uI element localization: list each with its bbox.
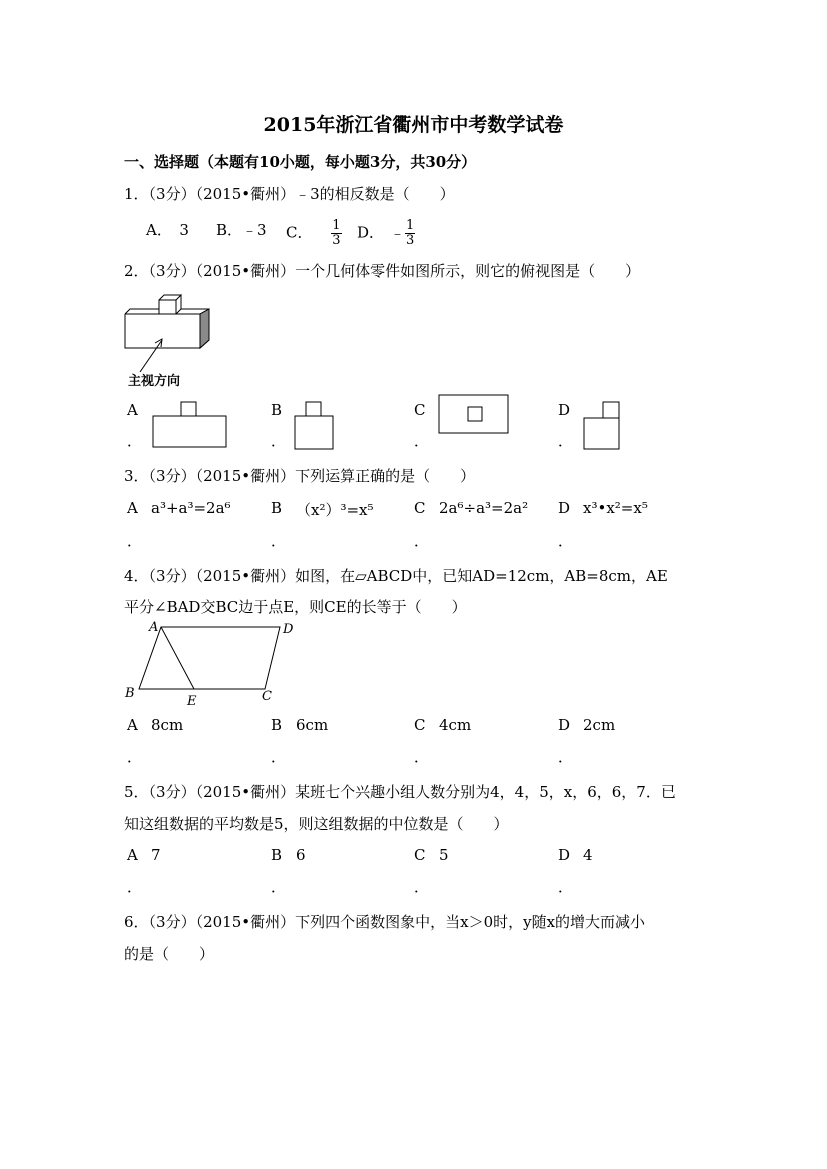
point-c-label: C [262, 689, 272, 704]
q3-option-d-letter: D [558, 499, 571, 517]
q4-stem-line2: 平分∠BAD交BC边于点E，则CE的长等于（ ） [124, 598, 467, 616]
q2-option-a-figure [152, 401, 228, 449]
q3-option-b-letter: B [271, 499, 283, 517]
q4-option-d-dot: ． [558, 748, 574, 766]
q5-option-d-letter: D [558, 846, 571, 864]
q4-option-c-letter: C [414, 716, 426, 734]
q1-option-a: A． 3 [146, 221, 189, 239]
fraction-numerator: 1 [332, 218, 341, 233]
point-b-label: B [125, 686, 135, 701]
q1-option-d-label: D． [357, 223, 385, 242]
q5-option-b-text: 6 [296, 846, 306, 864]
q4-option-a-dot: ． [127, 748, 143, 766]
q2-option-c-letter: C [414, 401, 426, 419]
q3-option-d-text: x³•x²=x⁵ [583, 499, 648, 517]
q4-option-c-text: 4cm [439, 716, 472, 734]
q3-option-d-dot: ． [558, 532, 574, 550]
q3-option-c-dot: ． [414, 532, 430, 550]
q3-option-b-text: （x²）³=x⁵ [296, 501, 374, 519]
q3-option-a-dot: ． [127, 532, 143, 550]
q5-option-a-text: 7 [151, 846, 161, 864]
q3-option-a-letter: A [127, 499, 138, 517]
q3-option-c-letter: C [414, 499, 426, 517]
q4-option-d-letter: D [558, 716, 571, 734]
section-heading: 一、选择题（本题有10小题，每小题3分，共30分） [124, 153, 477, 171]
q4-option-a-text: 8cm [151, 716, 184, 734]
fraction-numerator: 1 [406, 218, 415, 233]
q5-option-a-dot: ． [127, 878, 143, 896]
q4-option-b-dot: ． [271, 748, 287, 766]
q5-option-d-text: 4 [583, 846, 593, 864]
q5-option-b-dot: ． [271, 878, 287, 896]
q3-option-a-text: a³+a³=2a⁶ [151, 499, 231, 517]
q2-option-b-figure [294, 401, 336, 451]
q2-solid-figure [120, 292, 220, 354]
q5-option-c-letter: C [414, 846, 426, 864]
fraction-denominator: 3 [332, 233, 341, 248]
page-title: 2015年浙江省衢州市中考数学试卷 [263, 114, 564, 136]
q5-option-b-letter: B [271, 846, 283, 864]
fraction-denominator: 3 [406, 233, 415, 248]
q1-option-d [357, 219, 415, 248]
q6-stem-line1: 6．（3分）（2015•衢州）下列四个函数图象中，当x＞0时，y随x的增大而减小 [124, 913, 646, 931]
point-e-label: E [187, 694, 197, 709]
q2-option-b-dot: ． [271, 432, 287, 450]
q5-stem-line2: 知这组数据的平均数是5，则这组数据的中位数是（ ） [124, 815, 509, 833]
q3-option-c-text: 2a⁶÷a³=2a² [439, 499, 529, 517]
q2-option-d-letter: D [558, 401, 571, 419]
q5-option-c-text: 5 [439, 846, 449, 864]
point-d-label: D [283, 622, 294, 637]
q4-option-c-dot: ． [414, 748, 430, 766]
q2-option-a-dot: ． [127, 432, 143, 450]
q1-stem: 1．（3分）（2015•衢州）﹣3的相反数是（ ） [124, 185, 455, 203]
q4-stem-line1: 4．（3分）（2015•衢州）如图，在▱ABCD中，已知AD=12cm，AB=8cm，AE [124, 567, 668, 585]
q6-stem-line2: 的是（ ） [124, 945, 215, 963]
minus-sign: ﹣ [390, 223, 406, 242]
q5-option-d-dot: ． [558, 878, 574, 896]
q4-option-d-text: 2cm [583, 716, 616, 734]
point-a-label: A [149, 620, 159, 635]
q1-option-c-fraction [331, 219, 341, 248]
view-direction-label: 主视方向 [128, 374, 181, 389]
q1-option-c-label: C． [286, 223, 313, 242]
q5-option-a-letter: A [127, 846, 138, 864]
q2-option-b-letter: B [271, 401, 283, 419]
q4-option-b-text: 6cm [296, 716, 329, 734]
q2-option-c-dot: ． [414, 432, 430, 450]
parallelogram-figure [120, 616, 305, 711]
q5-stem-line1: 5．（3分）（2015•衢州）某班七个兴趣小组人数分别为4，4，5，x，6，6，7．已 [124, 783, 676, 801]
q2-option-d-figure [583, 401, 623, 451]
q2-option-a-letter: A [127, 401, 138, 419]
q1-option-b: B．﹣3 [216, 221, 267, 239]
q2-stem: 2．（3分）（2015•衢州）一个几何体零件如图所示，则它的俯视图是（ ） [124, 262, 641, 280]
q4-option-b-letter: B [271, 716, 283, 734]
q3-stem: 3．（3分）（2015•衢州）下列运算正确的是（ ） [124, 467, 476, 485]
q1-option-d-fraction [405, 219, 415, 248]
q2-option-c-figure [438, 394, 512, 436]
q1-option-c [286, 219, 342, 248]
q2-option-d-dot: ． [558, 432, 574, 450]
q5-option-c-dot: ． [414, 878, 430, 896]
q4-option-a-letter: A [127, 716, 138, 734]
q3-option-b-dot: ． [271, 532, 287, 550]
